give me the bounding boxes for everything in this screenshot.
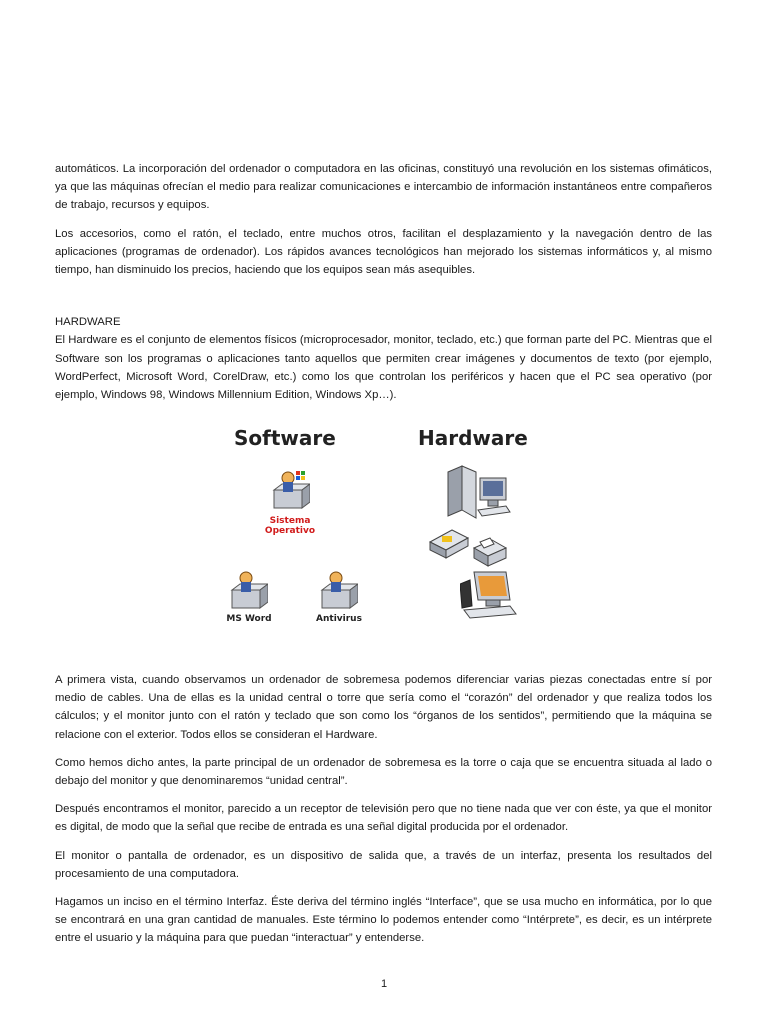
section-heading: HARDWARE — [55, 316, 121, 329]
software-hardware-figure — [220, 420, 550, 635]
paragraph-dispositivo-salida: El monitor o pantalla de ordenador, es un dispositivo de salida que, a través de un interfaz, presenta los resultados del procesamiento de una computadora. — [55, 849, 712, 880]
paragraph-accesorios: Los accesorios, como el ratón, el teclado, entre muchos otros, facilitan el desplazamiento y la navegación dentro de las aplicaciones (programas de ordenador). Los rápidos avances tecnológicos han mejorado los sistemas informáticos y, al mismo tiempo, han disminuido los precios, haciendo que los equipos sean más asequibles. — [55, 227, 712, 277]
desktop-computer-icon — [442, 464, 512, 520]
paragraph-ofimatica: automáticos. La incorporación del ordenador o computadora en las oficinas, constituyó una revolución en los sistemas ofimáticos, ya que las máquinas ofrecían el medio para realizar comunicaciones e intercambio de información instantáneos entre compañeros de trabajo, recursos y equipos. — [55, 163, 712, 212]
paragraph-monitor: Después encontramos el monitor, parecido a un receptor de televisión pero que no tiene nada que ver con éste, ya que el monitor es digital, de modo que la señal que recibe de entrada es una señal digital producida por el ordenador. — [55, 803, 712, 834]
os-label — [250, 516, 330, 536]
hardware-title: Hardware — [418, 426, 528, 450]
paragraph-hardware-definition: El Hardware es el conjunto de elementos físicos (microprocesador, monitor, teclado, etc.) que forman parte del PC. Mientras que el Software son los programas o aplicaciones tanto aquellos que permiten crear imágenes y documentos de texto (por ejemplo, WordPerfect, Microsoft Word, CorelDraw, etc.) como los que controlan los periféricos y hacen que el PC sea operativo (por ejemplo, Windows 98, Windows Millennium Edition, Windows Xp…). — [55, 334, 712, 402]
software-title: Software — [234, 426, 336, 450]
paragraph-interfaz: Hagamos un inciso en el término Interfaz. Éste deriva del término inglés “Interface”, que se usa mucho en informática, por lo que se encontrará en una gran cantidad de manuales. Este término lo podemos entender como “Intérprete”, es decir, es un intérprete entre el usuario y la máquina para que puedan “interactuar” y entenderse. — [55, 896, 712, 945]
page-body-bottom — [55, 671, 712, 948]
scanner-printer-icon — [428, 520, 508, 568]
page-body-top — [55, 160, 712, 404]
paragraph-primera-vista: A primera vista, cuando observamos un ordenador de sobremesa podemos diferenciar varias piezas conectadas entre sí por medio de cables. Una de ellas es la unidad central o torre que sería como el “corazón” del ordenador y que realiza todos los cálculos; y el monitor junto con el ratón y teclado que son como los “órganos de los sentidos”, permitiendo que la máquina se relacione con el exterior. Todos ellos se consideran el Hardware. — [55, 674, 712, 741]
ms-word-label: MS Word — [226, 614, 272, 624]
operating-system-icon — [270, 468, 310, 512]
antivirus-label: Antivirus — [316, 614, 362, 624]
monitor-icon — [460, 568, 530, 620]
page-number: 1 — [380, 978, 388, 990]
os-label-line2: Operativo — [264, 526, 316, 536]
os-label-line1: Sistema — [269, 516, 311, 526]
antivirus-icon — [318, 568, 358, 612]
paragraph-unidad-central: Como hemos dicho antes, la parte principal de un ordenador de sobremesa es la torre o caja que se encuentra situada al lado o debajo del monitor y que denominaremos “unidad central”. — [55, 756, 712, 788]
ms-word-icon — [228, 568, 268, 612]
